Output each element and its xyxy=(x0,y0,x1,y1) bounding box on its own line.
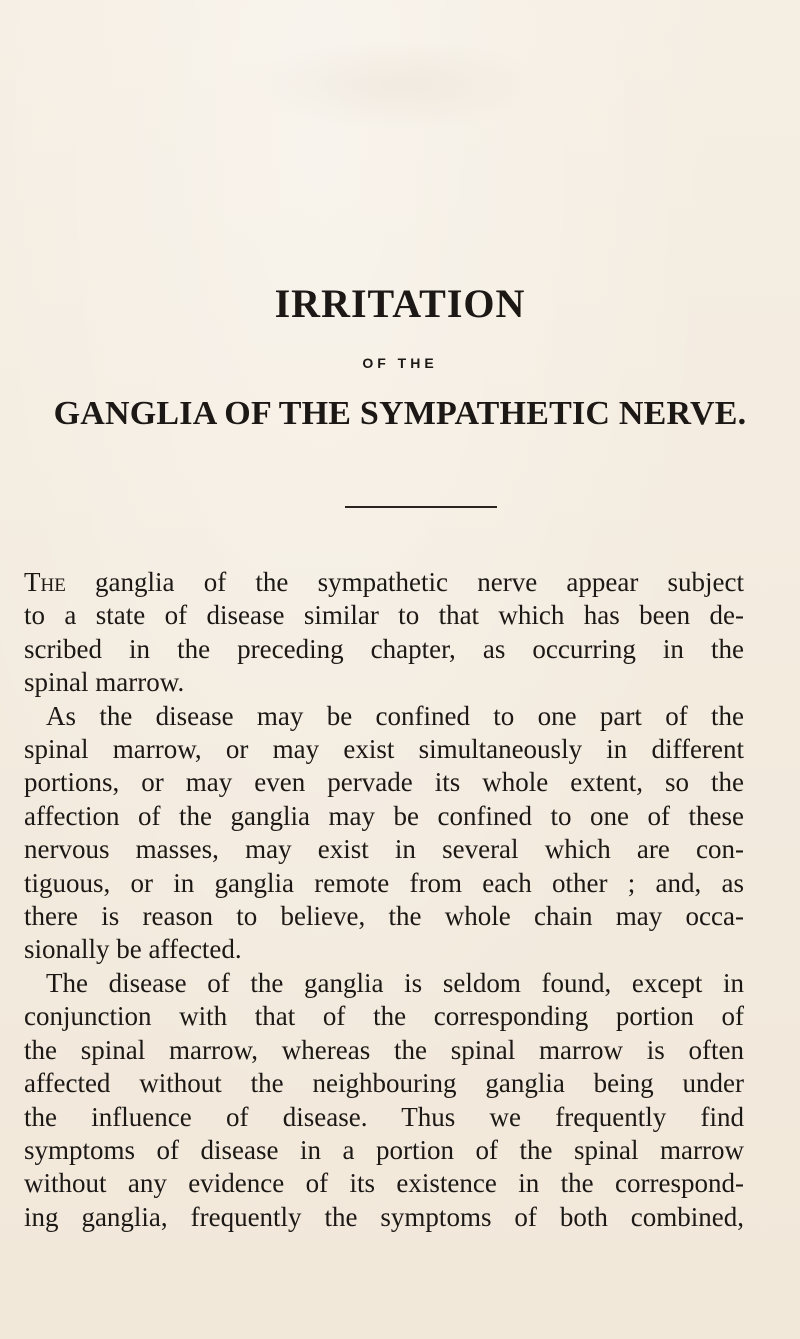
text-line: The disease of the ganglia is seldom found, except in xyxy=(46,967,744,998)
text-line: ing ganglia, frequently the symptoms of both combined, xyxy=(24,1201,744,1232)
text-line: symptoms of disease in a portion of the spinal marrow xyxy=(24,1134,744,1165)
chapter-title: GANGLIA OF THE SYMPATHETIC NERVE. xyxy=(53,395,747,432)
text-line: conjunction with that of the corresponding portion of xyxy=(24,1001,744,1032)
body-text xyxy=(24,566,744,1234)
text-line: tiguous, or in ganglia remote from each other ; and, as xyxy=(24,867,744,898)
text-line-content: ganglia of the sympathetic nerve appear subject xyxy=(95,567,745,597)
text-line: spinal marrow. xyxy=(24,667,185,698)
text-line: sionally be affected. xyxy=(24,934,242,965)
page-bleed-through xyxy=(250,40,550,130)
text-line: the spinal marrow, whereas the spinal marrow is often xyxy=(24,1034,744,1065)
paragraph-lead: The xyxy=(24,567,66,597)
text-line: scribed in the preceding chapter, as occurring in the xyxy=(24,633,744,664)
text-line: affection of the ganglia may be confined to one of these xyxy=(24,800,744,831)
heading-sub: OF THE xyxy=(362,355,438,371)
text-line: to a state of disease similar to that which has been de- xyxy=(24,600,744,631)
text-line: without any evidence of its existence in the correspond- xyxy=(24,1168,744,1199)
text-line: portions, or may even pervade its whole extent, so the xyxy=(24,767,744,798)
text-line: spinal marrow, or may exist simultaneously in different xyxy=(24,734,744,765)
text-line: the influence of disease. Thus we frequently find xyxy=(24,1101,744,1132)
text-line: nervous masses, may exist in several which are con- xyxy=(24,834,744,865)
text-line: affected without the neighbouring ganglia being under xyxy=(24,1068,744,1099)
heading-main: IRRITATION xyxy=(274,281,526,326)
text-line xyxy=(24,566,744,599)
divider-rule xyxy=(345,506,497,508)
text-line: there is reason to believe, the whole chain may occa- xyxy=(24,901,744,932)
text-line: As the disease may be confined to one part of the xyxy=(46,700,744,731)
